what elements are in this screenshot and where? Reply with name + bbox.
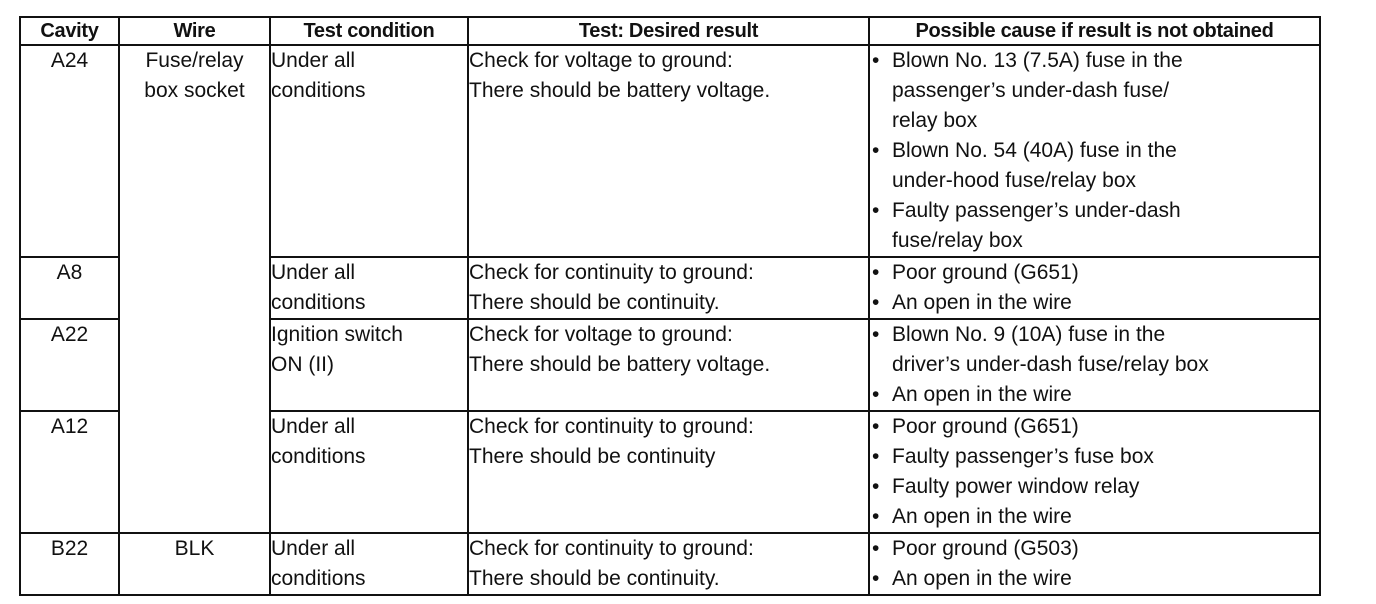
cause-text: passenger’s under-dash fuse/ xyxy=(892,79,1170,102)
result-text: There should be continuity xyxy=(469,445,716,468)
cause-item xyxy=(870,380,1319,410)
condition-text: Under all xyxy=(271,49,356,72)
cause-text: Poor ground (G651) xyxy=(892,261,1079,284)
cause-text: An open in the wire xyxy=(892,291,1072,314)
desired-result-cell xyxy=(468,257,869,319)
result-text: Check for continuity to ground: xyxy=(469,415,754,438)
test-condition-cell xyxy=(270,411,468,533)
condition-text: Ignition switch xyxy=(271,323,403,346)
header-wire: Wire xyxy=(119,17,270,45)
result-text: There should be continuity. xyxy=(469,567,720,590)
header-cavity: Cavity xyxy=(20,17,119,45)
condition-text: Under all xyxy=(271,537,356,560)
result-text: There should be battery voltage. xyxy=(469,79,771,102)
cause-item xyxy=(870,472,1319,502)
bullet-icon: • xyxy=(872,139,880,162)
header-test-condition: Test condition xyxy=(270,17,468,45)
cause-text: An open in the wire xyxy=(892,567,1072,590)
cause-text: An open in the wire xyxy=(892,505,1072,528)
condition-text: Under all xyxy=(271,261,356,284)
cause-item xyxy=(870,258,1319,288)
cause-text: Faulty passenger’s under-dash xyxy=(892,199,1181,222)
cause-text: Blown No. 54 (40A) fuse in the xyxy=(892,139,1177,162)
condition-text: conditions xyxy=(271,567,366,590)
possible-cause-cell xyxy=(869,319,1320,411)
cause-item xyxy=(870,136,1319,196)
cause-text: Faulty passenger’s fuse box xyxy=(892,445,1154,468)
cavity-cell: A12 xyxy=(20,411,119,533)
wire-text: Fuse/relay xyxy=(145,49,244,72)
cause-list xyxy=(870,412,1319,532)
possible-cause-cell xyxy=(869,411,1320,533)
cause-item xyxy=(870,442,1319,472)
wire-cell xyxy=(119,533,270,595)
cause-text: fuse/relay box xyxy=(892,229,1023,252)
possible-cause-cell xyxy=(869,45,1320,257)
condition-text: ON (II) xyxy=(271,353,334,376)
desired-result-cell xyxy=(468,533,869,595)
cause-item xyxy=(870,502,1319,532)
cause-item xyxy=(870,288,1319,318)
cavity-cell: A22 xyxy=(20,319,119,411)
header-desired-result: Test: Desired result xyxy=(468,17,869,45)
result-text: Check for continuity to ground: xyxy=(469,537,754,560)
cause-item xyxy=(870,196,1319,256)
cause-text: driver’s under-dash fuse/relay box xyxy=(892,353,1209,376)
result-text: Check for continuity to ground: xyxy=(469,261,754,284)
desired-result-cell xyxy=(468,319,869,411)
test-condition-cell xyxy=(270,45,468,257)
condition-text: conditions xyxy=(271,79,366,102)
possible-cause-cell xyxy=(869,257,1320,319)
cause-item xyxy=(870,412,1319,442)
bullet-icon: • xyxy=(872,537,880,560)
cause-item xyxy=(870,320,1319,380)
cavity-cell: B22 xyxy=(20,533,119,595)
table-row xyxy=(20,45,1320,257)
condition-text: conditions xyxy=(271,445,366,468)
cavity-cell: A8 xyxy=(20,257,119,319)
bullet-icon: • xyxy=(872,323,880,346)
cause-text: Faulty power window relay xyxy=(892,475,1140,498)
desired-result-cell xyxy=(468,411,869,533)
result-text: There should be continuity. xyxy=(469,291,720,314)
bullet-icon: • xyxy=(872,261,880,284)
cause-text: Blown No. 9 (10A) fuse in the xyxy=(892,323,1166,346)
result-text: Check for voltage to ground: xyxy=(469,49,733,72)
bullet-icon: • xyxy=(872,49,880,72)
bullet-icon: • xyxy=(872,505,880,528)
possible-cause-cell xyxy=(869,533,1320,595)
troubleshooting-table xyxy=(19,16,1321,596)
cause-list xyxy=(870,258,1319,318)
header-possible-cause: Possible cause if result is not obtained xyxy=(869,17,1320,45)
cause-item xyxy=(870,564,1319,594)
cavity-cell: A24 xyxy=(20,45,119,257)
cause-list xyxy=(870,46,1319,256)
test-condition-cell xyxy=(270,533,468,595)
test-condition-cell xyxy=(270,257,468,319)
wire-text: box socket xyxy=(144,79,245,102)
cause-item xyxy=(870,46,1319,136)
cause-list xyxy=(870,320,1319,410)
cause-text: Blown No. 13 (7.5A) fuse in the xyxy=(892,49,1183,72)
bullet-icon: • xyxy=(872,567,880,590)
bullet-icon: • xyxy=(872,475,880,498)
bullet-icon: • xyxy=(872,445,880,468)
cause-text: An open in the wire xyxy=(892,383,1072,406)
test-condition-cell xyxy=(270,319,468,411)
wire-text: BLK xyxy=(174,537,215,560)
bullet-icon: • xyxy=(872,291,880,314)
cause-text: relay box xyxy=(892,109,978,132)
condition-text: Under all xyxy=(271,415,356,438)
cause-item xyxy=(870,534,1319,564)
result-text: Check for voltage to ground: xyxy=(469,323,733,346)
bullet-icon: • xyxy=(872,383,880,406)
cause-text: Poor ground (G503) xyxy=(892,537,1079,560)
desired-result-cell xyxy=(468,45,869,257)
wire-cell xyxy=(119,45,270,533)
cause-list xyxy=(870,534,1319,594)
table-row xyxy=(20,533,1320,595)
cause-text: under-hood fuse/relay box xyxy=(892,169,1136,192)
cause-text: Poor ground (G651) xyxy=(892,415,1079,438)
bullet-icon: • xyxy=(872,199,880,222)
condition-text: conditions xyxy=(271,291,366,314)
result-text: There should be battery voltage. xyxy=(469,353,771,376)
header-row xyxy=(20,17,1320,45)
bullet-icon: • xyxy=(872,415,880,438)
